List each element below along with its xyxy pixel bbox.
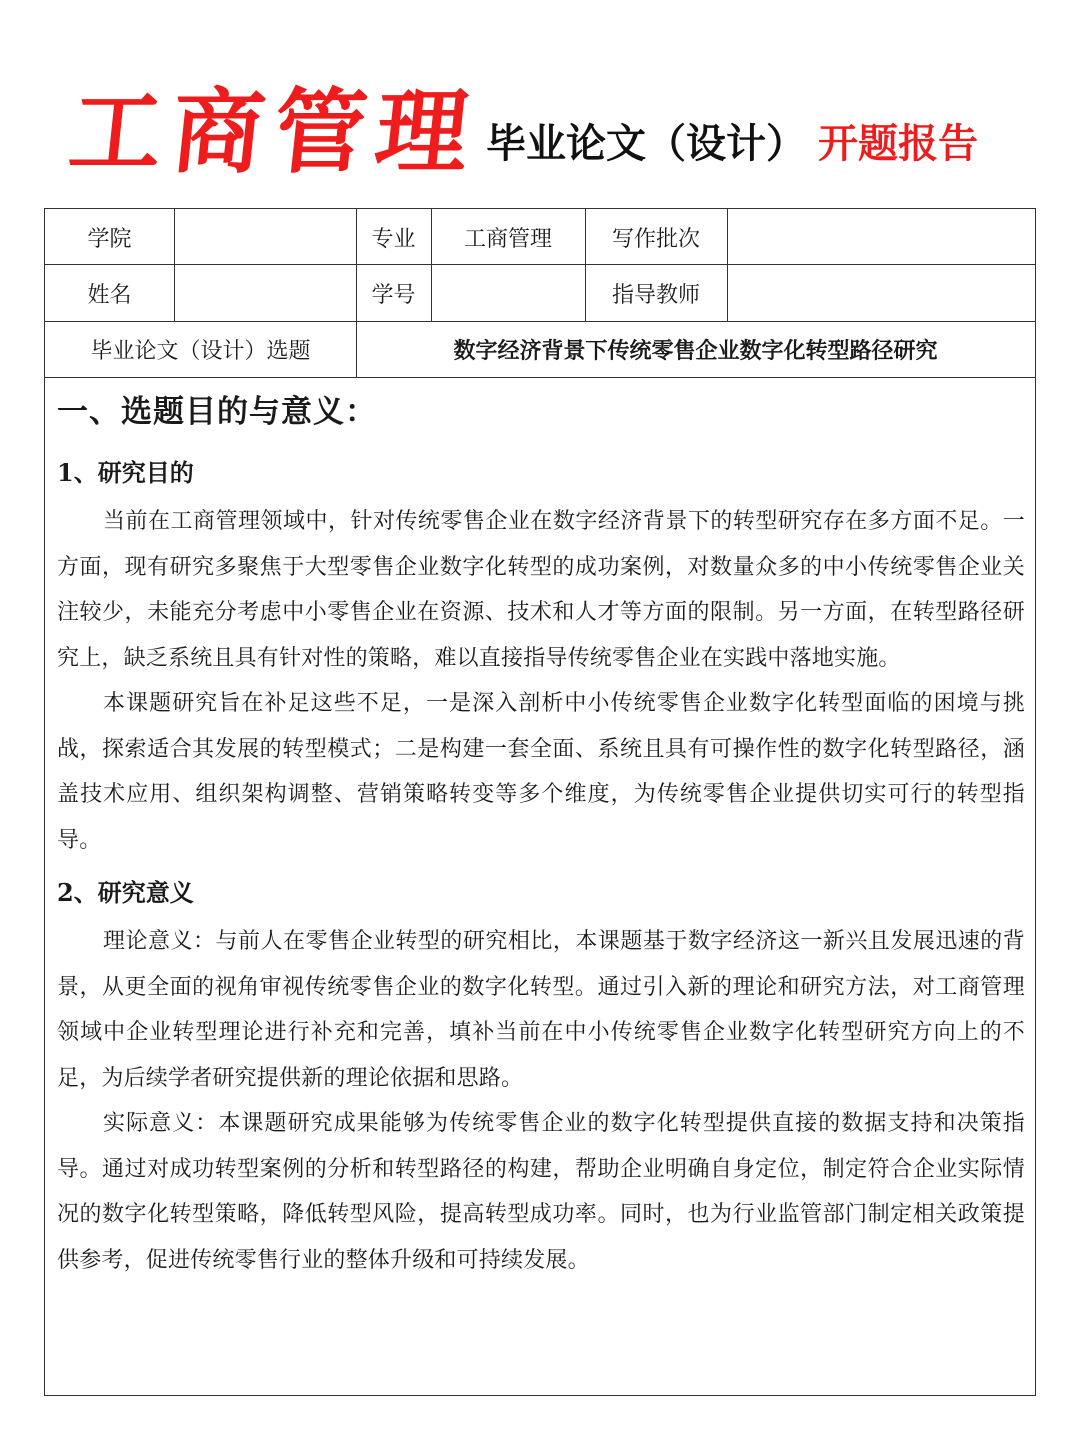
row-divider xyxy=(45,377,1035,378)
topic-field[interactable]: 数字经济背景下传统零售企业数字化转型路径研究 xyxy=(453,337,938,364)
paragraph: 实际意义：本课题研究成果能够为传统零售企业的数字化转型提供直接的数据支持和决策指导。通过对成功转型案例的分析和转型路径的构建，帮助企业明确自身定位，制定符合企业实际情况的数字化转型策略，降低转型风险，提高转型成功率。同时，也为行业监管部门制定相关政策提供参考，促进传统零售行业的整体升级和可持续发展。 xyxy=(57,1111,1025,1273)
batch-field[interactable] xyxy=(727,209,1035,265)
subsection-heading: 2、研究意义 xyxy=(57,878,194,907)
advisor-label: 指导教师 xyxy=(611,282,700,308)
proposal-form xyxy=(44,208,1036,1396)
subsection-heading: 1、研究目的 xyxy=(57,458,194,487)
name-field[interactable] xyxy=(174,265,356,321)
major-field[interactable]: 工商管理 xyxy=(463,226,552,252)
student-id-field[interactable] xyxy=(431,265,585,321)
topic-label: 毕业论文（设计）选题 xyxy=(90,338,311,364)
paragraph: 当前在工商管理领域中，针对传统零售企业在数字经济背景下的转型研究存在多方面不足。一方面，现有研究多聚焦于大型零售企业数字化转型的成功案例，对数量众多的中小传统零售企业关注较少，未能充分考虑中小零售企业在资源、技术和人才等方面的限制。另一方面，在转型路径研究上，缺乏系统且具有针对性的策略，难以直接指导传统零售企业在实践中落地实施。 xyxy=(57,509,1025,671)
student-id-label: 学号 xyxy=(371,282,416,308)
advisor-field[interactable] xyxy=(727,265,1035,321)
major-label: 专业 xyxy=(371,226,416,252)
paragraph: 理论意义：与前人在零售企业转型的研究相比，本课题基于数字经济这一新兴且发展迅速的背景，从更全面的视角审视传统零售企业的数字化转型。通过引入新的理论和研究方法，对工商管理领域中企业转型理论进行补充和完善，填补当前在中小传统零售企业数字化转型研究方向上的不足，为后续学者研究提供新的理论依据和思路。 xyxy=(57,929,1025,1091)
batch-label: 写作批次 xyxy=(611,226,700,252)
title-report-label: 开题报告 xyxy=(818,121,979,167)
name-label: 姓名 xyxy=(87,282,132,308)
college-label: 学院 xyxy=(87,226,132,252)
proposal-content xyxy=(57,381,1025,1283)
title-thesis-label: 毕业论文（设计） xyxy=(486,121,807,167)
page-title xyxy=(64,58,1030,186)
section-heading: 一、选题目的与意义： xyxy=(57,394,377,430)
title-major-name: 工商管理 xyxy=(64,78,484,186)
paragraph: 本课题研究旨在补足这些不足，一是深入剖析中小传统零售企业数字化转型面临的困境与挑战，探索适合其发展的转型模式；二是构建一套全面、系统且具有可操作性的数字化转型路径，涵盖技术应用、组织架构调整、营销策略转变等多个维度，为传统零售企业提供切实可行的转型指导。 xyxy=(57,691,1025,853)
college-field[interactable] xyxy=(174,209,356,265)
